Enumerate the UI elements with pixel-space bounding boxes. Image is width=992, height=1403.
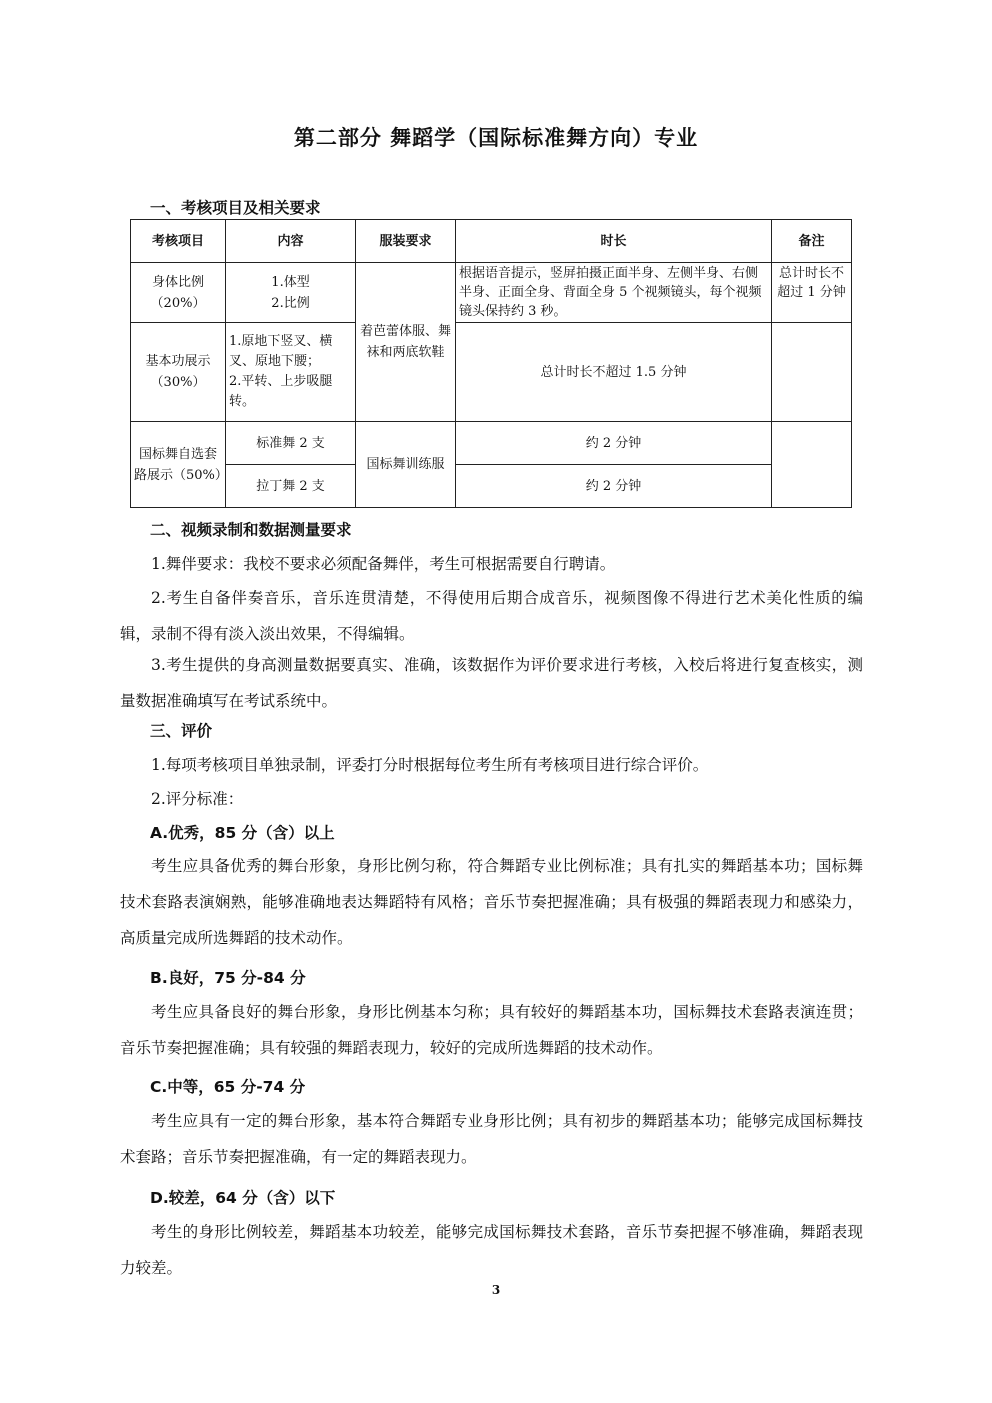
page-title: 第二部分 舞蹈学（国际标准舞方向）专业 [293,126,699,150]
paragraph: 2.评分标准： [151,790,244,808]
header-costume: 服装要求 [356,220,456,263]
cell-costume-training: 国标舞训练服 [356,422,456,508]
table-header-row [131,220,852,263]
cell-note-empty [772,323,852,422]
paragraph: 1.每项考核项目单独录制，评委打分时根据每位考生所有考核项目进行综合评价。 [151,756,709,774]
cell-item-body: 身体比例（20%） [131,263,226,323]
cell-note-empty [772,422,852,508]
section-heading-2: 二、视频录制和数据测量要求 [150,521,352,539]
paragraph: 3.考生提供的身高测量数据要真实、准确，该数据作为评价要求进行考核，入校后将进行复查核实，测量数据准确填写在考试系统中。 [120,656,863,710]
header-note: 备注 [772,220,852,263]
grade-description-a: 考生应具备优秀的舞台形象，身形比例匀称，符合舞蹈专业比例标准；具有扎实的舞蹈基本功；国标舞技术套路表演娴熟，能够准确地表达舞蹈特有风格；音乐节奏把握准确；具有极强的舞蹈表现力和感染力，高质量完成所选舞蹈的技术动作。 [120,857,863,947]
table-row [131,323,852,422]
table-row [131,422,852,465]
grade-description-b: 考生应具备良好的舞台形象，身形比例基本匀称；具有较好的舞蹈基本功，国标舞技术套路表演连贯；音乐节奏把握准确；具有较强的舞蹈表现力，较好的完成所选舞蹈的技术动作。 [120,1003,863,1057]
cell-duration-basic: 总计时长不超过 1.5 分钟 [456,323,772,422]
cell-note: 总计时长不超过 1 分钟 [772,263,852,323]
cell-item-routine: 国标舞自选套路展示（50%） [131,422,226,508]
table-row [131,465,852,508]
grade-heading-a: A.优秀，85 分（含）以上 [150,824,335,842]
cell-content-basic: 1.原地下竖叉、横叉、原地下腰； 2.平转、上步吸腿转。 [226,323,356,422]
header-item: 考核项目 [131,220,226,263]
grade-description-d: 考生的身形比例较差，舞蹈基本功较差，能够完成国标舞技术套路，音乐节奏把握不够准确，舞蹈表现力较差。 [120,1223,863,1277]
grade-heading-d: D.较差，64 分（含）以下 [150,1189,336,1207]
section-heading-1: 一、考核项目及相关要求 [150,199,321,217]
cell-content-standard: 标准舞 2 支 [226,422,356,465]
header-duration: 时长 [456,220,772,263]
cell-content-body: 1.体型 2.比例 [226,263,356,323]
cell-duration-body: 根据语音提示，竖屏拍摄正面半身、左侧半身、右侧半身、正面全身、背面全身 5 个视频镜头，每个视频镜头保持约 3 秒。 [456,263,772,323]
cell-content-latin: 拉丁舞 2 支 [226,465,356,508]
cell-duration-latin: 约 2 分钟 [456,465,772,508]
cell-item-basic: 基本功展示（30%） [131,323,226,422]
grade-description-c: 考生应具有一定的舞台形象，基本符合舞蹈专业身形比例；具有初步的舞蹈基本功；能够完成国标舞技术套路；音乐节奏把握准确，有一定的舞蹈表现力。 [120,1112,863,1166]
cell-duration-standard: 约 2 分钟 [456,422,772,465]
grade-heading-b: B.良好，75 分-84 分 [150,969,306,987]
grade-heading-c: C.中等，65 分-74 分 [150,1078,306,1096]
section-heading-3: 三、评价 [150,722,213,740]
header-content: 内容 [226,220,356,263]
cell-costume-ballet: 着芭蕾体服、舞袜和两底软鞋 [356,263,456,422]
page-number: 3 [491,1283,501,1297]
requirements-table [130,219,852,508]
table-row [131,263,852,323]
paragraph: 1.舞伴要求：我校不要求必须配备舞伴，考生可根据需要自行聘请。 [151,555,616,573]
paragraph: 2.考生自备伴奏音乐，音乐连贯清楚，不得使用后期合成音乐，视频图像不得进行艺术美化性质的编辑，录制不得有淡入淡出效果，不得编辑。 [120,589,863,643]
